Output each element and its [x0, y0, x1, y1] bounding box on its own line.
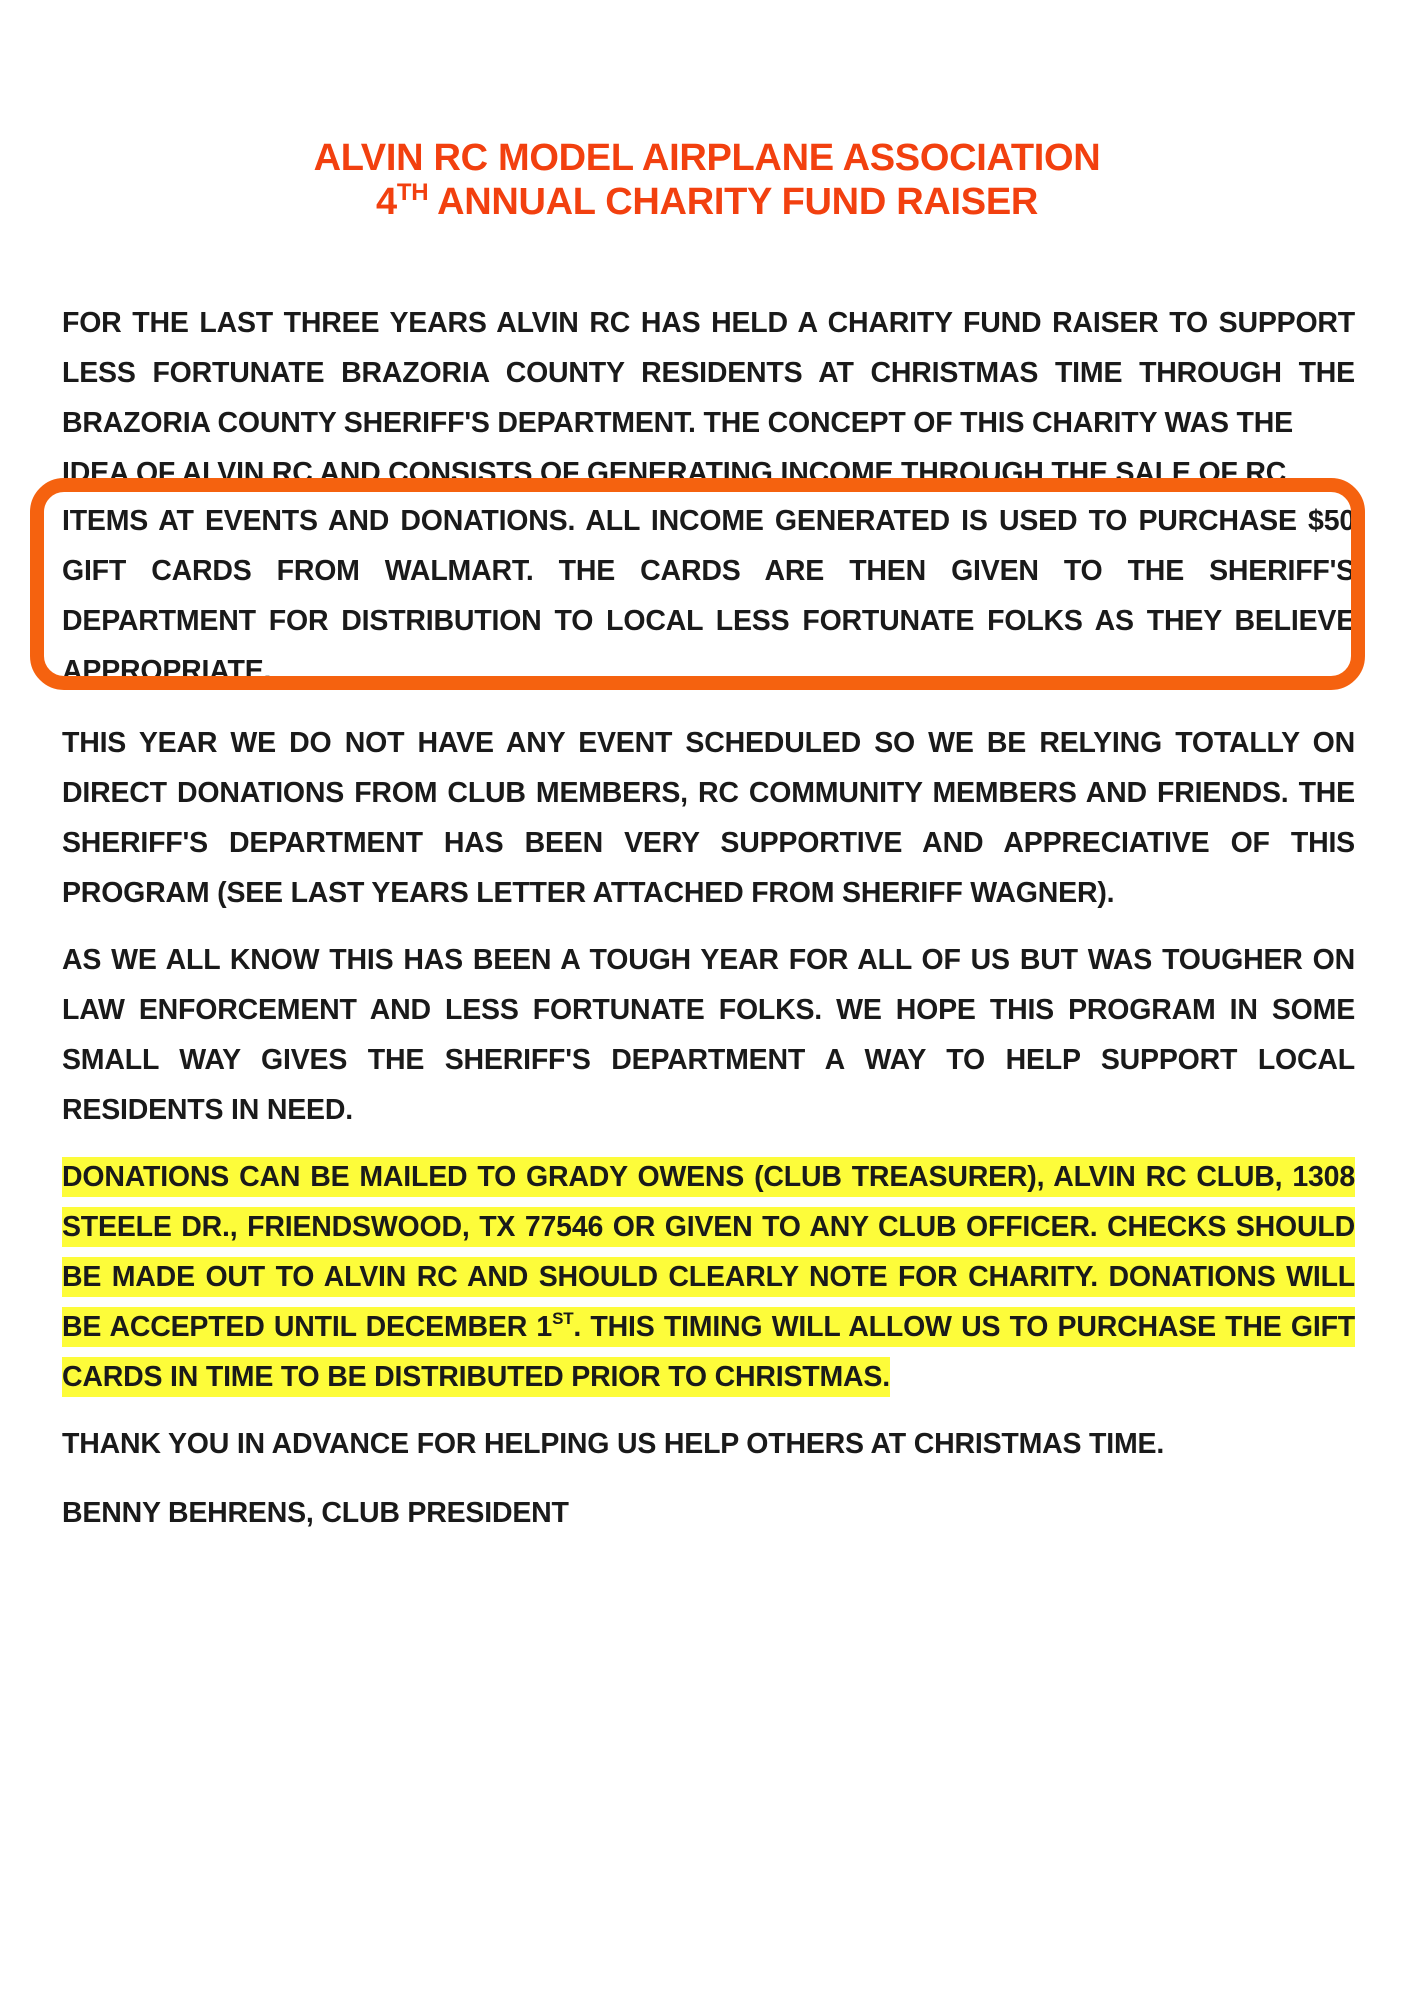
paragraph-donations-highlighted [62, 1152, 1355, 1402]
donations-text-part-2: . THIS TIMING WILL ALLOW US TO PURCHASE THE GIFT CARDS IN TIME TO BE DISTRIBUTED PRIOR TO CHRISTMAS. [62, 1311, 1356, 1393]
paragraph-thank-you [62, 1419, 1355, 1469]
paragraph-this-year [62, 718, 1355, 918]
paragraph-tough-year [62, 935, 1355, 1135]
highlight-span [62, 1157, 1355, 1397]
paragraph-gift-cards [62, 496, 1355, 696]
paragraph-donations-text [62, 1152, 1355, 1402]
title-ordinal-number: 4 [375, 181, 397, 223]
signature-text: BENNY BEHRENS, CLUB PRESIDENT [62, 1497, 569, 1529]
title-line-1: ALVIN RC MODEL AIRPLANE ASSOCIATION [313, 137, 1101, 179]
paragraph-intro [62, 298, 1355, 489]
paragraph-thank-you-text: THANK YOU IN ADVANCE FOR HELPING US HELP OTHERS AT CHRISTMAS TIME. [62, 1428, 1165, 1460]
paragraph-this-year-text: THIS YEAR WE DO NOT HAVE ANY EVENT SCHEDULED SO WE BE RELYING TOTALLY ON DIRECT DONATIONS FROM CLUB MEMBERS, RC COMMUNITY MEMBERS AND FRIENDS. THE SHERIFF'S DEPARTMENT HAS BEEN VERY SUPPORTIVE AND APPRECIATIVE OF THIS PROGRAM (SEE LAST YEARS LETTER ATTACHED FROM SHERIFF WAGNER). [62, 727, 1355, 909]
donations-date-suffix: ST [552, 1309, 574, 1328]
paragraph-intro-text: FOR THE LAST THREE YEARS ALVIN RC HAS HELD A CHARITY FUND RAISER TO SUPPORT LESS FORTUNATE BRAZORIA COUNTY RESIDENTS AT CHRISTMAS TIME THROUGH THE BRAZORIA COUNTY SHERIFF'S DEPARTMENT. THE CONCEPT OF THIS CHARITY WAS THE [62, 307, 1355, 439]
title-ordinal-suffix: TH [396, 179, 429, 206]
signature-block [62, 1488, 1355, 1538]
title-line-2 [0, 180, 1414, 224]
paragraph-intro-cut-line: IDEA OF ALVIN RC AND CONSISTS OF GENERATING INCOME THROUGH THE SALE OF RC [62, 457, 1287, 489]
document-title [0, 136, 1414, 224]
title-line-2-text: ANNUAL CHARITY FUND RAISER [428, 181, 1039, 223]
paragraph-tough-year-text: AS WE ALL KNOW THIS HAS BEEN A TOUGH YEAR FOR ALL OF US BUT WAS TOUGHER ON LAW ENFORCEMENT AND LESS FORTUNATE FOLKS. WE HOPE THIS PROGRAM IN SOME SMALL WAY GIVES THE SHERIFF'S DEPARTMENT A WAY TO HELP SUPPORT LOCAL RESIDENTS IN NEED. [62, 944, 1355, 1126]
donations-text-part-1: DONATIONS CAN BE MAILED TO GRADY OWENS (CLUB TREASURER), ALVIN RC CLUB, 1308 STEELE DR., FRIENDSWOOD, TX 77546 OR GIVEN TO ANY CLUB OFFICER. CHECKS SHOULD BE MADE OUT TO ALVIN RC AND SHOULD CLEARLY NOTE FOR CHARITY. DONATIONS WILL BE ACCEPTED UNTIL DECEMBER 1 [62, 1161, 1355, 1343]
paragraph-gift-cards-text: ITEMS AT EVENTS AND DONATIONS. ALL INCOME GENERATED IS USED TO PURCHASE $50 GIFT CARDS FROM WALMART. THE CARDS ARE THEN GIVEN TO THE SHERIFF'S DEPARTMENT FOR DISTRIBUTION TO LOCAL LESS FORTUNATE FOLKS AS THEY BELIEVE APPROPRIATE. [62, 505, 1355, 687]
